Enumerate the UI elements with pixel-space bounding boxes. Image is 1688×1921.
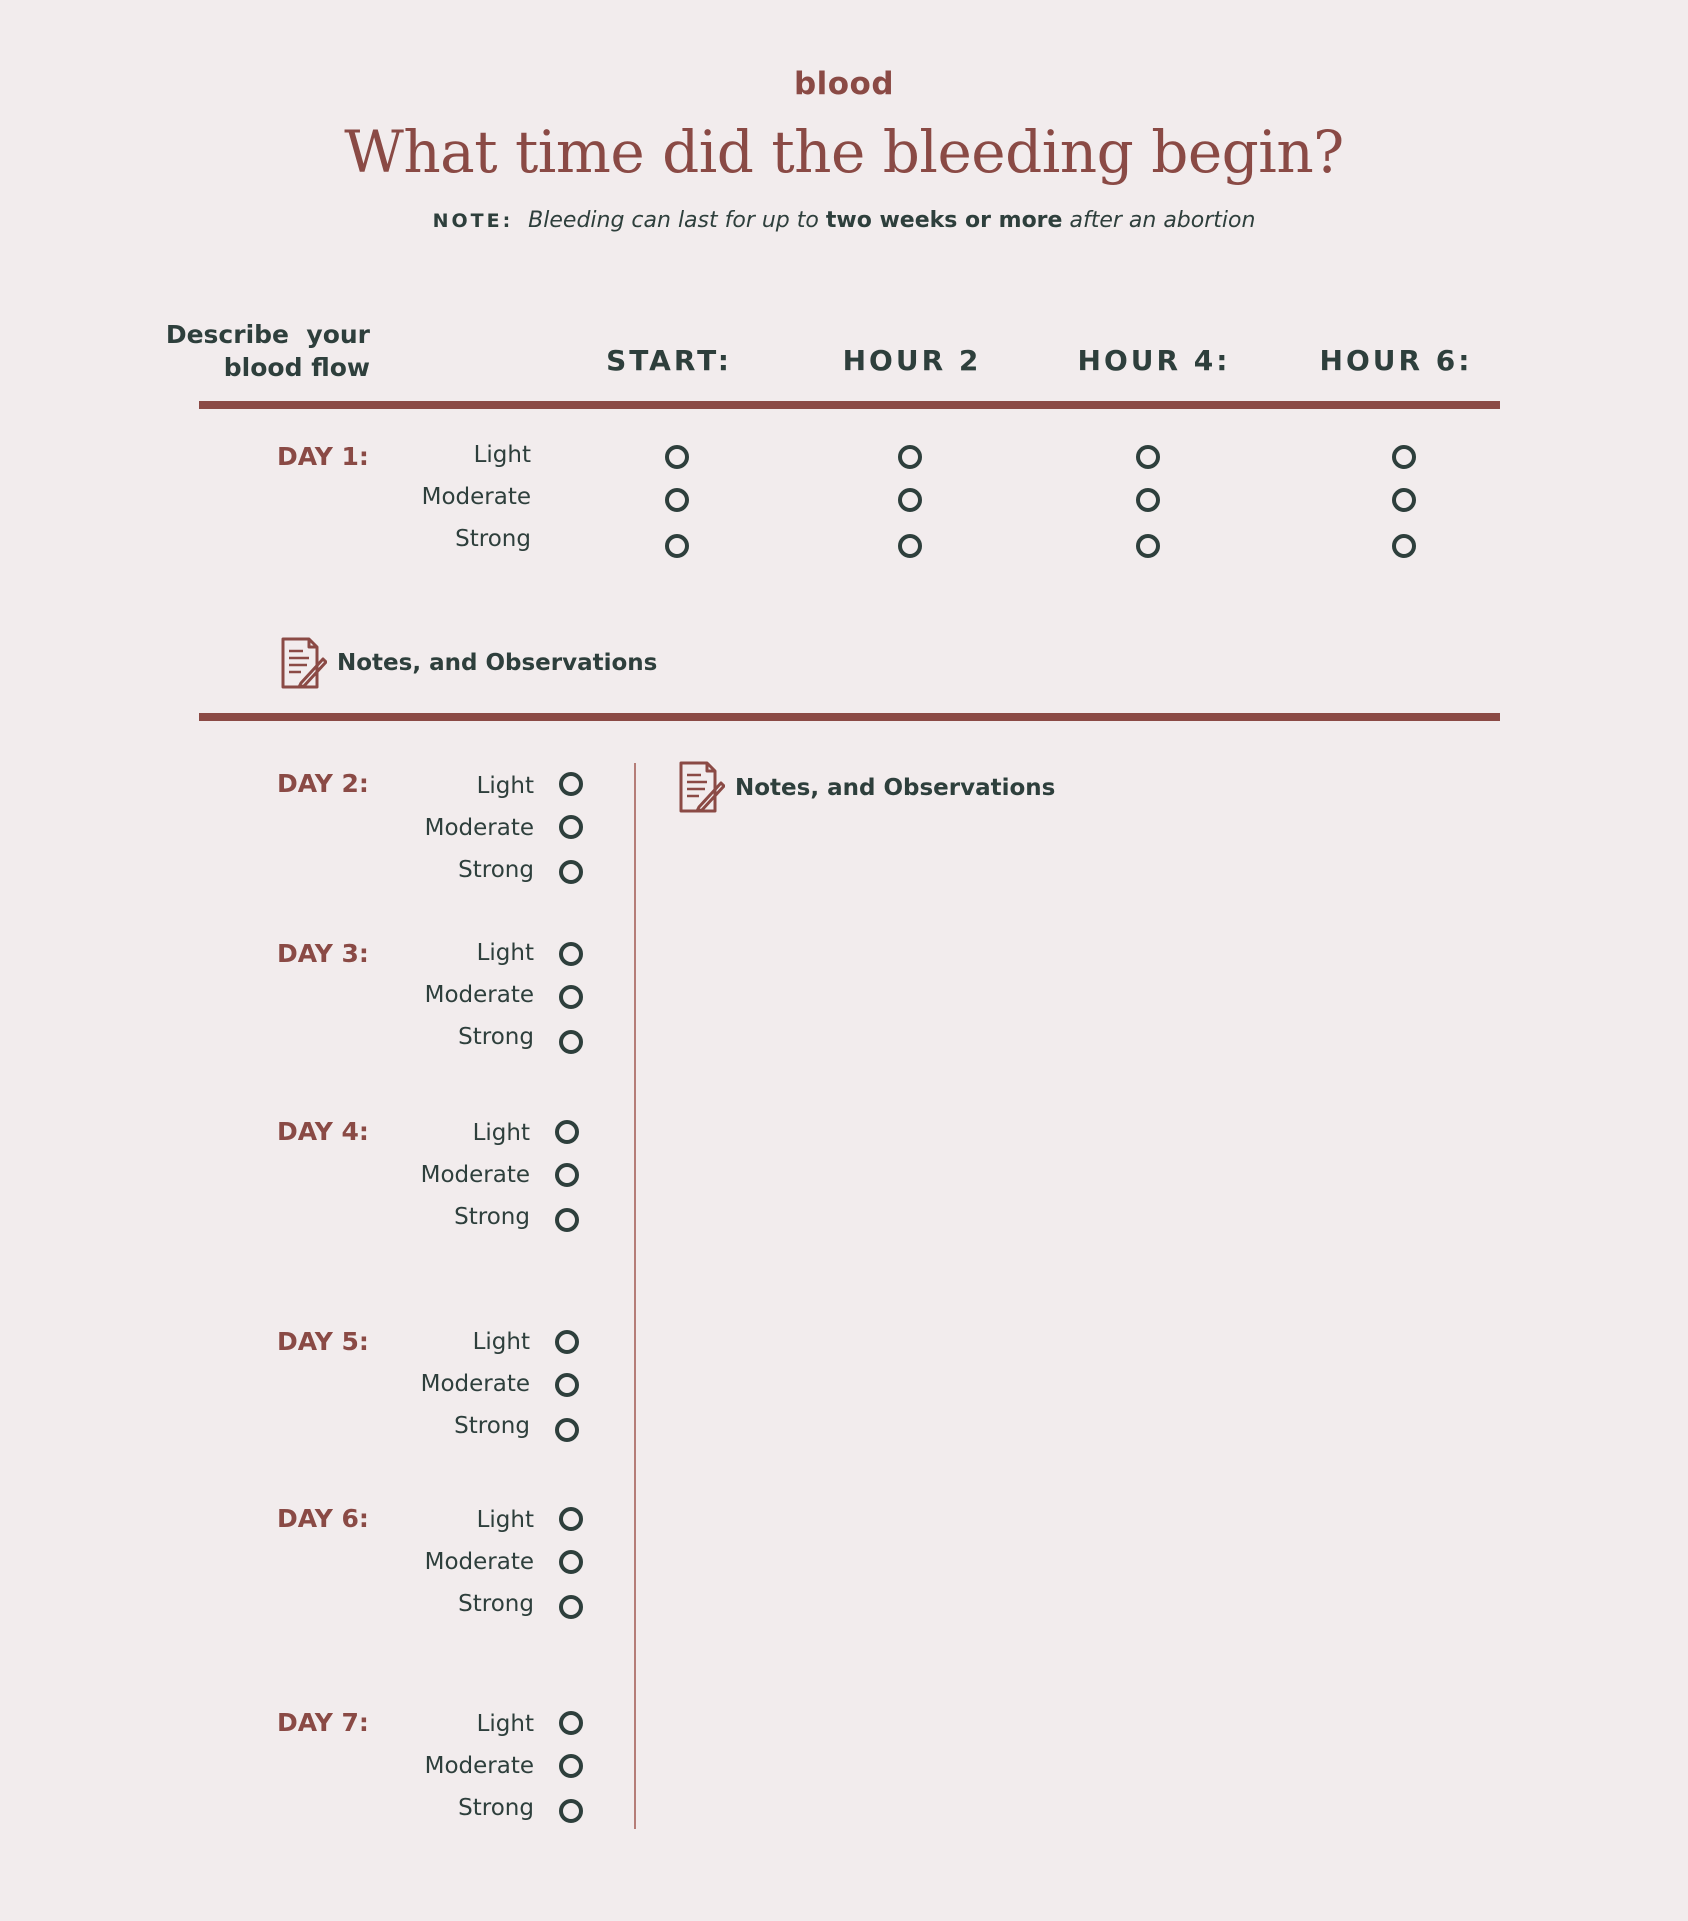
day-6-label: DAY 6: — [277, 1504, 369, 1533]
day-7-strong-radio[interactable] — [559, 1799, 583, 1823]
day-1-hour-4-strong-radio[interactable] — [1136, 534, 1160, 558]
column-header-hour-4: HOUR 4: — [1077, 344, 1231, 377]
day-5-light-radio[interactable] — [555, 1330, 579, 1354]
day-2-option-light: Light — [476, 773, 534, 799]
day-1-hour-4-moderate-radio[interactable] — [1136, 488, 1160, 512]
column-header-hour-2: HOUR 2 — [842, 344, 982, 377]
note-label: NOTE: — [432, 210, 514, 232]
day-7-option-moderate: Moderate — [424, 1753, 534, 1779]
day-3-light-radio[interactable] — [559, 942, 583, 966]
header-divider — [199, 401, 1500, 409]
day-1-start-moderate-radio[interactable] — [665, 488, 689, 512]
day-3-strong-radio[interactable] — [559, 1030, 583, 1054]
day-5-option-moderate: Moderate — [420, 1371, 530, 1397]
day-1-hour-6-strong-radio[interactable] — [1392, 534, 1416, 558]
day-7-option-strong: Strong — [458, 1795, 534, 1821]
section-eyebrow: blood — [793, 66, 895, 102]
day-1-notes-label: Notes, and Observations — [337, 650, 658, 676]
day-6-option-strong: Strong — [458, 1591, 534, 1617]
note-emphasis: two weeks or more — [825, 208, 1063, 233]
notepad-pencil-icon — [279, 637, 327, 689]
day-4-option-light: Light — [472, 1120, 530, 1146]
day-4-option-strong: Strong — [454, 1204, 530, 1230]
day-6-moderate-radio[interactable] — [559, 1550, 583, 1574]
day-4-strong-radio[interactable] — [555, 1208, 579, 1232]
day-6-option-light: Light — [476, 1507, 534, 1533]
note-text-1: Bleeding can last for up to — [528, 208, 819, 233]
row-header-line-1: Describe your — [165, 320, 370, 349]
day-7-light-radio[interactable] — [559, 1711, 583, 1735]
day-1-label: DAY 1: — [277, 442, 369, 471]
day-5-strong-radio[interactable] — [555, 1418, 579, 1442]
day-5-moderate-radio[interactable] — [555, 1373, 579, 1397]
day-1-option-strong: Strong — [455, 526, 531, 552]
day-3-option-strong: Strong — [458, 1024, 534, 1050]
column-header-start: START: — [606, 344, 732, 377]
day-1-hour-4-light-radio[interactable] — [1136, 445, 1160, 469]
day-1-start-light-radio[interactable] — [665, 445, 689, 469]
note-line — [0, 208, 1688, 233]
day-1-hour-2-strong-radio[interactable] — [898, 534, 922, 558]
day-6-light-radio[interactable] — [559, 1507, 583, 1531]
day-7-label: DAY 7: — [277, 1708, 369, 1737]
day-6-strong-radio[interactable] — [559, 1595, 583, 1619]
day-7-option-light: Light — [476, 1711, 534, 1737]
day-4-light-radio[interactable] — [555, 1120, 579, 1144]
day-4-label: DAY 4: — [277, 1117, 369, 1146]
day-7-moderate-radio[interactable] — [559, 1754, 583, 1778]
day-3-option-light: Light — [476, 940, 534, 966]
day-2-option-moderate: Moderate — [424, 815, 534, 841]
day-1-hour-6-moderate-radio[interactable] — [1392, 488, 1416, 512]
day-1-hour-2-light-radio[interactable] — [898, 445, 922, 469]
day-4-moderate-radio[interactable] — [555, 1163, 579, 1187]
day-2-strong-radio[interactable] — [559, 860, 583, 884]
row-header — [166, 318, 370, 384]
day-1-hour-2-moderate-radio[interactable] — [898, 488, 922, 512]
section-divider — [199, 713, 1500, 721]
day-3-moderate-radio[interactable] — [559, 985, 583, 1009]
day-4-option-moderate: Moderate — [420, 1162, 530, 1188]
day-3-option-moderate: Moderate — [424, 982, 534, 1008]
notes-column-divider — [634, 763, 636, 1829]
day-6-option-moderate: Moderate — [424, 1549, 534, 1575]
day-2-moderate-radio[interactable] — [559, 815, 583, 839]
day-1-option-moderate: Moderate — [421, 484, 531, 510]
day-5-option-light: Light — [472, 1329, 530, 1355]
day-1-start-strong-radio[interactable] — [665, 534, 689, 558]
note-text-2: after an abortion — [1069, 208, 1256, 233]
days-2-7-notes-label: Notes, and Observations — [735, 775, 1056, 801]
notepad-pencil-icon — [677, 761, 725, 813]
day-2-light-radio[interactable] — [559, 772, 583, 796]
row-header-line-2: blood flow — [223, 353, 370, 382]
day-5-label: DAY 5: — [277, 1327, 369, 1356]
day-2-option-strong: Strong — [458, 857, 534, 883]
page-title: What time did the bleeding begin? — [344, 118, 1344, 186]
column-header-hour-6: HOUR 6: — [1319, 344, 1473, 377]
day-1-hour-6-light-radio[interactable] — [1392, 445, 1416, 469]
day-5-option-strong: Strong — [454, 1413, 530, 1439]
day-1-option-light: Light — [473, 442, 531, 468]
day-3-label: DAY 3: — [277, 939, 369, 968]
day-2-label: DAY 2: — [277, 769, 369, 798]
